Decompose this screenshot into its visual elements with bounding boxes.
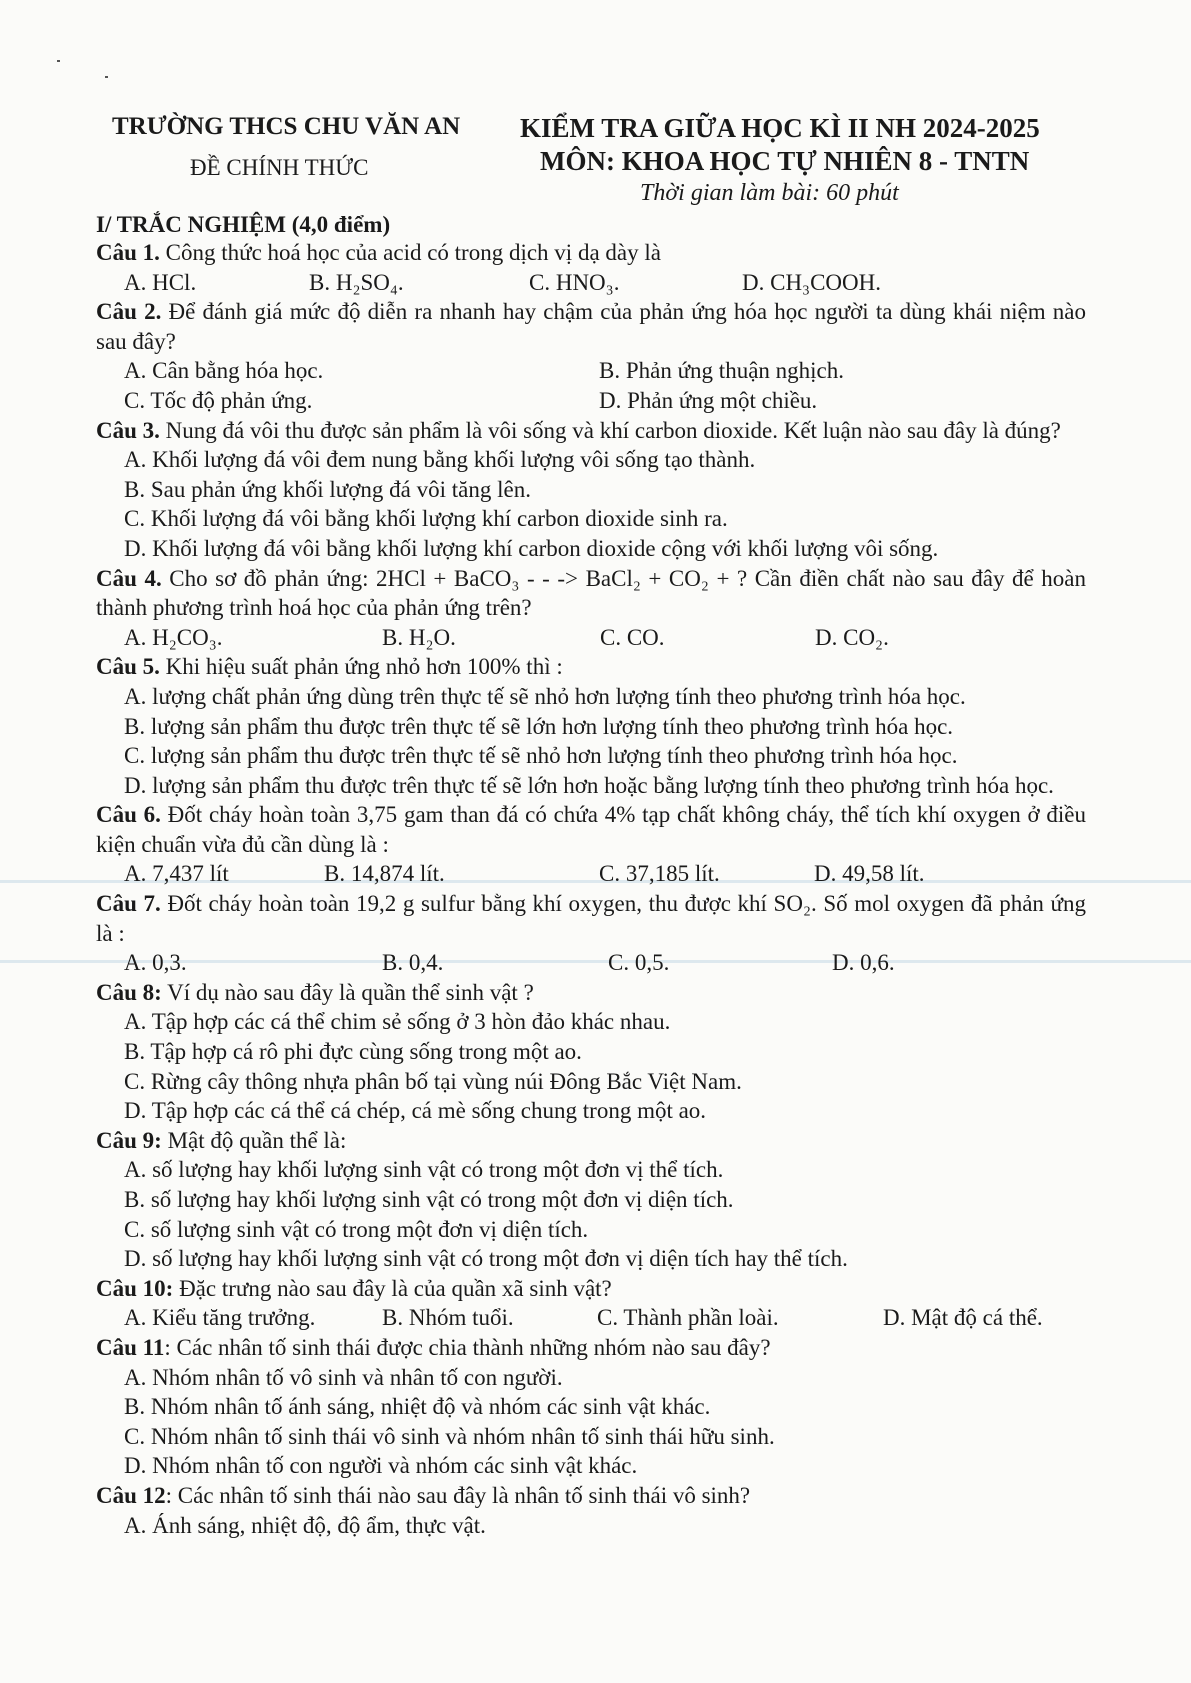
question-text: Để đánh giá mức độ diễn ra nhanh hay chậm của phản ứng hóa học người ta dùng khái niệm nào sau đây? [96,299,1086,354]
option-c: C. HNO₃. [529,269,620,295]
time-limit: Thời gian làm bài: 60 phút [640,180,899,206]
question-label: Câu 5. [96,654,160,680]
options-row [96,1303,1086,1333]
option-a: A. Cân bằng hóa học. [124,358,324,384]
scan-speck [105,76,108,78]
option-b: B. H₂SO₄. [309,269,404,295]
options-row [96,356,1086,386]
option-a: A. Ánh sáng, nhiệt độ, độ ẩm, thực vật. [124,1512,486,1538]
option-b: B. Nhóm nhân tố ánh sáng, nhiệt độ và nhóm các sinh vật khác. [124,1394,711,1420]
question-text: Mật độ quần thể là: [161,1127,347,1153]
option-d: D. lượng sản phẩm thu được trên thực tế sẽ lớn hơn hoặc bằng lượng tính theo phương trình hóa học. [124,772,1054,798]
question-text: Cho sơ đồ phản ứng: 2HCl + BaCO₃ - - -> BaCl₂ + CO₂ + ? Cần điền chất nào sau đây để hoàn thành phương trình hoá học của phản ứng trên? [96,565,1086,621]
options-row [96,623,1086,653]
question-label: Câu 9: [96,1127,162,1153]
question-label: Câu 2. [96,299,162,325]
question-label: Câu 12 [96,1482,166,1508]
option-c: C. Tốc độ phản ứng. [124,387,313,413]
option-b: B. Tập hợp cá rô phi đực cùng sống trong một ao. [124,1039,582,1065]
option-c: C. 0,5. [608,950,670,976]
option-c: C. Khối lượng đá vôi bằng khối lượng khí carbon dioxide sinh ra. [124,506,728,532]
subject-title: MÔN: KHOA HỌC TỰ NHIÊN 8 - TNTN [540,146,1030,176]
question-9 [96,1126,1086,1156]
option-a: A. HCl. [124,269,197,295]
question-label: Câu 3. [96,417,160,443]
question-text: : Các nhân tố sinh thái được chia thành những nhóm nào sau đây? [164,1334,771,1360]
option-a: A. H₂CO₃. [124,624,223,650]
question-8 [96,978,1086,1008]
question-label: Câu 6. [96,802,161,828]
option-b: B. lượng sản phẩm thu được trên thực tế sẽ lớn hơn lượng tính theo phương trình hóa học. [124,713,954,739]
option-b: B. Phản ứng thuận nghịch. [599,358,845,384]
question-text: Công thức hoá học của acid có trong dịch vị dạ dày là [159,240,661,265]
option-d: D. Mật độ cá thể. [883,1305,1043,1331]
question-text: Ví dụ nào sau đây là quần thể sinh vật ? [161,979,534,1005]
option-d: D. 49,58 lít. [814,861,925,887]
option-d: D. Khối lượng đá vôi bằng khối lượng khí carbon dioxide cộng với khối lượng vôi sống. [124,535,939,561]
question-text: Nung đá vôi thu được sản phẩm là vôi sống và khí carbon dioxide. Kết luận nào sau đây là đúng? [159,417,1061,443]
option-a: A. 0,3. [124,950,187,976]
question-label: Câu 7. [96,891,161,917]
option-c: C. Rừng cây thông nhựa phân bố tại vùng núi Đông Bắc Việt Nam. [124,1068,742,1094]
question-label: Câu 11 [96,1334,165,1360]
question-label: Câu 8: [96,979,162,1005]
question-text: : Các nhân tố sinh thái nào sau đây là nhân tố sinh thái vô sinh? [165,1482,751,1508]
option-c: C. lượng sản phẩm thu được trên thực tế sẽ nhỏ hơn lượng tính theo phương trình hóa học. [124,743,958,769]
option-d: D. CO₂. [815,624,889,650]
question-text: Đốt cháy hoàn toàn 19,2 g sulfur bằng khí oxygen, thu được khí SO₂. Số mol oxygen đã phản ứng là : [96,891,1087,946]
option-b: B. Nhóm tuổi. [382,1305,514,1331]
options-row [96,948,1086,978]
question-text: Đốt cháy hoàn toàn 3,75 gam than đá có chứa 4% tạp chất không cháy, thể tích khí oxygen ở điều kiện chuẩn vừa đủ cần dùng là : [96,802,1086,857]
option-d: D. 0,6. [832,950,895,976]
scan-speck [57,60,60,62]
question-label: Câu 1. [96,240,160,265]
option-b: B. H₂O. [382,624,456,650]
option-a: A. Nhóm nhân tố vô sinh và nhân tố con người. [124,1364,563,1390]
question-6 [96,800,1086,859]
question-7 [96,889,1086,948]
official-label: ĐỀ CHÍNH THỨC [190,155,369,180]
option-b: B. Sau phản ứng khối lượng đá vôi tăng lên. [124,476,531,502]
question-text: Đặc trưng nào sau đây là của quần xã sinh vật? [173,1275,612,1301]
option-d: D. Tập hợp các cá thể cá chép, cá mè sống chung trong một ao. [124,1098,707,1124]
option-d: D. Nhóm nhân tố con người và nhóm các sinh vật khác. [124,1453,638,1479]
option-a: A. Kiểu tăng trưởng. [124,1305,316,1331]
options-row [96,859,1086,889]
section-title: I/ TRẮC NGHIỆM (4,0 điểm) [96,212,391,237]
option-c: C. 37,185 lít. [599,861,720,887]
question-3 [96,416,1086,446]
option-d: D. Phản ứng một chiều. [599,387,818,413]
option-a: A. Tập hợp các cá thể chim sẻ sống ở 3 hòn đảo khác nhau. [124,1009,671,1035]
question-5 [96,652,1086,682]
question-12 [96,1481,1086,1511]
option-b: B. 14,874 lít. [324,861,445,887]
question-label: Câu 10: [96,1275,174,1301]
question-list [96,238,1086,1540]
option-a: A. Khối lượng đá vôi đem nung bằng khối lượng vôi sống tạo thành. [124,447,756,473]
exam-title: KIỂM TRA GIỮA HỌC KÌ II NH 2024-2025 [520,113,1040,143]
option-c: C. Nhóm nhân tố sinh thái vô sinh và nhóm nhân tố sinh thái hữu sinh. [124,1423,775,1449]
question-text: Khi hiệu suất phản ứng nhỏ hơn 100% thì : [159,654,563,680]
option-b: B. số lượng hay khối lượng sinh vật có trong một đơn vị diện tích. [124,1187,734,1212]
question-1 [96,238,1086,268]
question-label: Câu 4. [96,565,162,591]
question-10 [96,1274,1086,1304]
option-d: D. số lượng hay khối lượng sinh vật có trong một đơn vị diện tích hay thể tích. [124,1246,848,1272]
option-c: C. Thành phần loài. [597,1305,779,1331]
options-row [96,386,1086,416]
question-11 [96,1333,1086,1363]
school-name: TRƯỜNG THCS CHU VĂN AN [112,113,461,140]
option-c: C. số lượng sinh vật có trong một đơn vị diện tích. [124,1216,589,1242]
option-d: D. CH₃COOH. [742,269,881,295]
question-2 [96,297,1086,356]
option-b: B. 0,4. [382,950,444,976]
option-a: A. lượng chất phản ứng dùng trên thực tế sẽ nhỏ hơn lượng tính theo phương trình hóa học. [124,683,966,709]
question-4 [96,564,1086,623]
options-row [96,268,1086,298]
option-a: A. số lượng hay khối lượng sinh vật có trong một đơn vị thể tích. [124,1157,724,1183]
option-c: C. CO. [600,624,665,650]
option-a: A. 7,437 lít [124,861,229,887]
